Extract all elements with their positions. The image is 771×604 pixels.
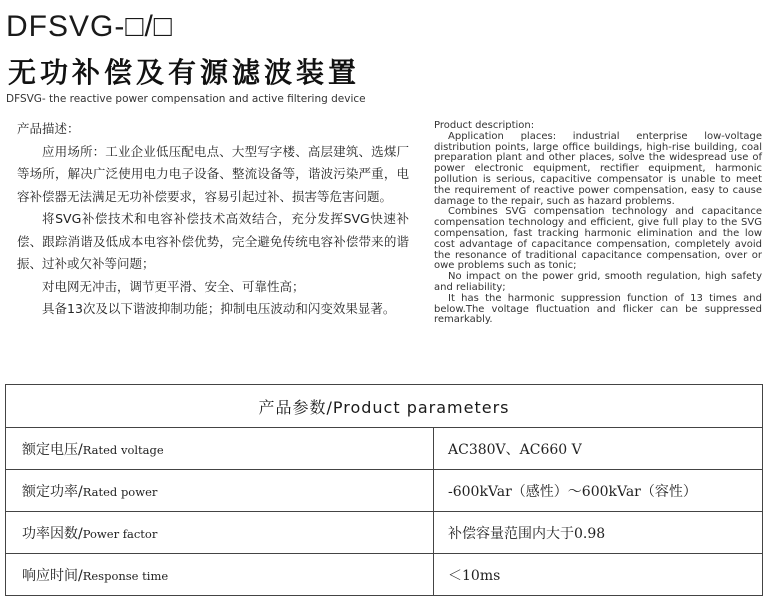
param-label-en: Rated power	[82, 484, 158, 499]
product-model: DFSVG-□/□	[6, 10, 173, 43]
description-cn-heading: 产品描述：	[17, 121, 80, 136]
description-cn-paragraph: 应用场所：工业企业低压配电点、大型写字楼、高层建筑、选煤厂等场所，解决广泛使用电力电子设备、整流设备等，谐波污染严重，电容补偿器无法满足无功补偿要求，容易引起过补、损害等危害问题。	[17, 143, 409, 204]
param-value: 补偿容量范围内大于0.98	[434, 512, 763, 554]
table-row	[6, 512, 763, 554]
product-title-cn: 无功补偿及有源滤波装置	[8, 56, 361, 89]
description-cn-paragraph: 对电网无冲击，调节更平滑、安全、可靠性高；	[42, 278, 305, 294]
param-label	[6, 428, 434, 470]
description-en-paragraph: No impact on the power grid, smooth regulation, high safety and reliability;	[434, 271, 762, 293]
parameters-header-row	[6, 385, 763, 428]
param-value: AC380V、AC660 V	[434, 428, 763, 470]
parameters-title: 产品参数/Product parameters	[6, 385, 763, 428]
param-label-cn: 额定功率/	[22, 483, 83, 500]
param-label-cn: 响应时间/	[22, 567, 83, 584]
param-label-en: Power factor	[82, 526, 158, 541]
param-label-cn: 功率因数/	[22, 525, 83, 542]
description-en-paragraph: Combines SVG compensation technology and capacitance compensation technology and efficient, give full play to the SVG compensation, fast tracking harmonic elimination and the low cost advantage of capacitance compensation, completely avoid the resonance of traditional capacitance compensation, over or owe problems such as tonic;	[434, 206, 762, 272]
param-label-en: Response time	[82, 568, 169, 583]
param-label	[6, 470, 434, 512]
description-cn	[17, 118, 409, 321]
table-row	[6, 554, 763, 596]
table-row	[6, 470, 763, 512]
description-en-heading: Product description:	[434, 120, 535, 131]
param-value: -600kVar（感性）～600kVar（容性）	[434, 470, 763, 512]
description-en-paragraph: It has the harmonic suppression function of 13 times and below.The voltage fluctuation and flicker can be suppressed remarkably.	[434, 292, 762, 326]
parameters-table	[5, 384, 763, 596]
param-value: ＜10ms	[434, 554, 763, 596]
param-label	[6, 554, 434, 596]
description-cn-paragraph: 将SVG补偿技术和电容补偿技术高效结合，充分发挥SVG快速补偿、跟踪消谐及低成本电容补偿优势，完全避免传统电容补偿带来的谐振、过补或欠补等问题；	[17, 211, 409, 271]
param-label	[6, 512, 434, 554]
description-en	[434, 121, 762, 326]
table-row	[6, 428, 763, 470]
param-label-en: Rated voltage	[82, 442, 164, 457]
param-label-cn: 额定电压/	[22, 441, 83, 458]
product-title-en: DFSVG- the reactive power compensation and active filtering device	[6, 93, 366, 105]
description-cn-paragraph: 具备13次及以下谐波抑制功能；抑制电压波动和闪变效果显著。	[42, 301, 396, 316]
description-en-paragraph: Application places: industrial enterprise low-voltage distribution points, large office buildings, high-rise building, coal preparation plant and other places, solve the widespread use of power electronic equipment, rectifier equipment, harmonic pollution is serious, capacitive compensator is unable to meet the requirement of reactive power compensation, easy to cause damage to the repair, such as hazard problems.	[434, 130, 762, 207]
